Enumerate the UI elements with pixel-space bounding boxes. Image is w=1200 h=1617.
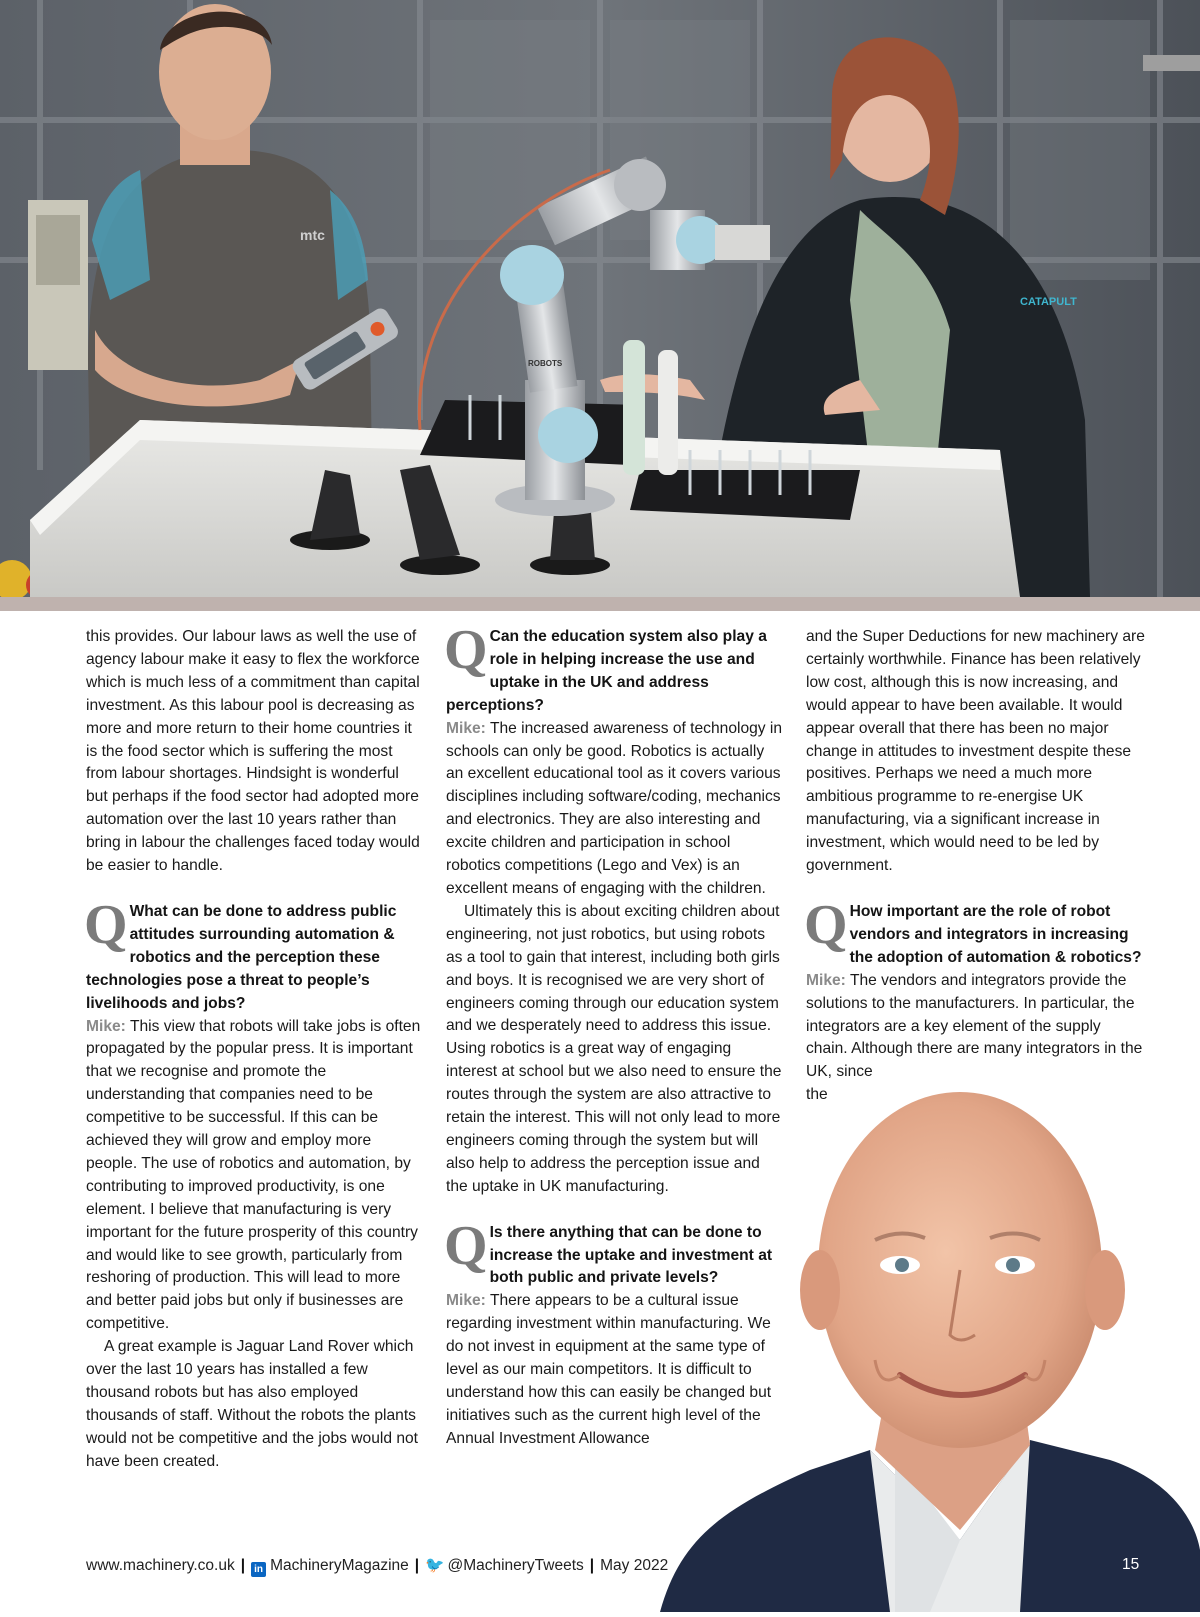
twitter-icon: 🐦 (425, 1557, 445, 1574)
linkedin-link[interactable]: MachineryMagazine (270, 1557, 409, 1574)
speaker-label: Mike: (446, 1292, 486, 1310)
q-drop-cap: Q (444, 619, 488, 681)
column-3 (806, 626, 1146, 1107)
speaker-label: Mike: (806, 971, 846, 989)
footer-separator: | (240, 1557, 246, 1574)
q-drop-cap: Q (84, 893, 128, 956)
answer-4 (806, 970, 1146, 1062)
paragraph: and the Super Deductions for new machinery are certainly worthwhile. Finance has been relatively low cost, although this is now increasing, and would appear to have been available. It would appear overall that there has been no major change in attitudes to investment despite these positives. Perhaps we need a much more ambitious programme to re-energise UK manufacturing, via a significant increase in investment, which would need to be led by government. (806, 628, 1145, 875)
question-2 (444, 619, 784, 718)
linkedin-icon: in (251, 1562, 266, 1577)
answer-2 (446, 718, 784, 901)
footer-separator: | (414, 1557, 420, 1574)
question-1 (84, 893, 424, 1016)
robot-workshop-illustration (0, 0, 1200, 597)
footer-separator: | (589, 1557, 595, 1574)
hero-photo (0, 0, 1200, 597)
corner-tab (1143, 55, 1200, 71)
website-link[interactable]: www.machinery.co.uk (86, 1557, 235, 1574)
portrait-illustration (660, 1070, 1200, 1612)
question-text: Can the education system also play a role in helping increase the use and uptake in the UK and address perceptions? (446, 628, 767, 714)
column-1 (86, 626, 424, 1474)
robot-logo: ROBOTS (528, 359, 563, 368)
paragraph: A great example is Jaguar Land Rover which over the last 10 years has installed a few thousand robots but has also employed thousands of staff. Without the robots the plants would not be competitive and the jobs would not have been created. (86, 1338, 419, 1470)
jacket-logo: CATAPULT (1020, 296, 1077, 308)
shirt-logo: mtc (300, 227, 325, 243)
paragraph: Ultimately this is about exciting children about engineering, not just robotics, but using robots as a tool to gain that interest, including both girls and boys. It is recognised we are very short of engineers coming through our education system and we desperately need to address this issue. Using robotics is a great way of engaging interest at school but we also need to ensure the routes through the system are also attractive to retain the interest. This will not only lead to more engineers coming through the system but will also help to address the perception issue and the uptake in UK manufacturing. (446, 902, 782, 1195)
answer-text: This view that robots will take jobs is often propagated by the popular press. It is important that we recognise and promote the understanding that companies need to be competitive to be successful. If this can be achieved they will grow and employ more people. The use of robotics and automation, by contributing to improved productivity, is one element. I believe that manufacturing is very important for the future prosperity of this country and would like to see growth, particularly from reshoring of production. This will lead to more and better paid jobs but only if businesses are competitive. (86, 1017, 421, 1333)
q-drop-cap: Q (444, 1214, 488, 1277)
answer-line: UK, since (806, 1063, 873, 1081)
answer-text: There appears to be a cultural issue regarding investment within manufacturing. We do not invest in equipment at the same type of level as our main competitors. It is difficult to understand how this can easily be changed but initiatives such as the current high level of the Annual Investment Allowance (446, 1292, 772, 1447)
twitter-link[interactable]: @MachineryTweets (447, 1557, 584, 1574)
paragraph: this provides. Our labour laws as well the use of agency labour make it easy to flex the workforce which is much less of a commitment than capital investment. As this labour pool is decreasing as more and more return to their home countries it is the food sector which is suffering the most from labour shortages. Hindsight is wonderful but perhaps if the food sector had adopted more automation over the last 10 years rather than bring in labour the challenges faced today would be easier to handle. (86, 628, 420, 875)
photo-divider-strip (0, 597, 1200, 611)
issue-date: May 2022 (600, 1557, 669, 1574)
speaker-label: Mike: (86, 1017, 126, 1035)
answer-text: The increased awareness of technology in schools can only be good. Robotics is actually an excellent educational tool as it covers various disciplines including software/coding, mechanics and electronics. They are also interesting and excite children and participation in school robotics competitions (Lego and Vex) is an excellent means of engaging with the children. (446, 719, 783, 897)
question-text: Is there anything that can be done to increase the uptake and investment at both public and private levels? (489, 1223, 773, 1287)
question-4 (804, 893, 1146, 970)
answer-line: the (806, 1086, 828, 1104)
q-drop-cap: Q (804, 893, 848, 956)
page-number: 15 (1122, 1556, 1140, 1573)
speaker-label: Mike: (446, 719, 486, 737)
question-text: How important are the role of robot vendors and integrators in increasing the adoption of automation & robotics? (849, 902, 1142, 966)
question-text: What can be done to address public attitudes surrounding automation & robotics and the perception these technologies pose a threat to people’s livelihoods and jobs? (86, 902, 397, 1012)
answer-1 (86, 1016, 424, 1337)
portrait-photo (660, 1070, 1200, 1612)
footer (86, 1556, 668, 1577)
answer-text: The vendors and integrators provide the solutions to the manufacturers. In particular, the integrators are a key element of the supply chain. Although there are many integrators in the (806, 971, 1143, 1058)
